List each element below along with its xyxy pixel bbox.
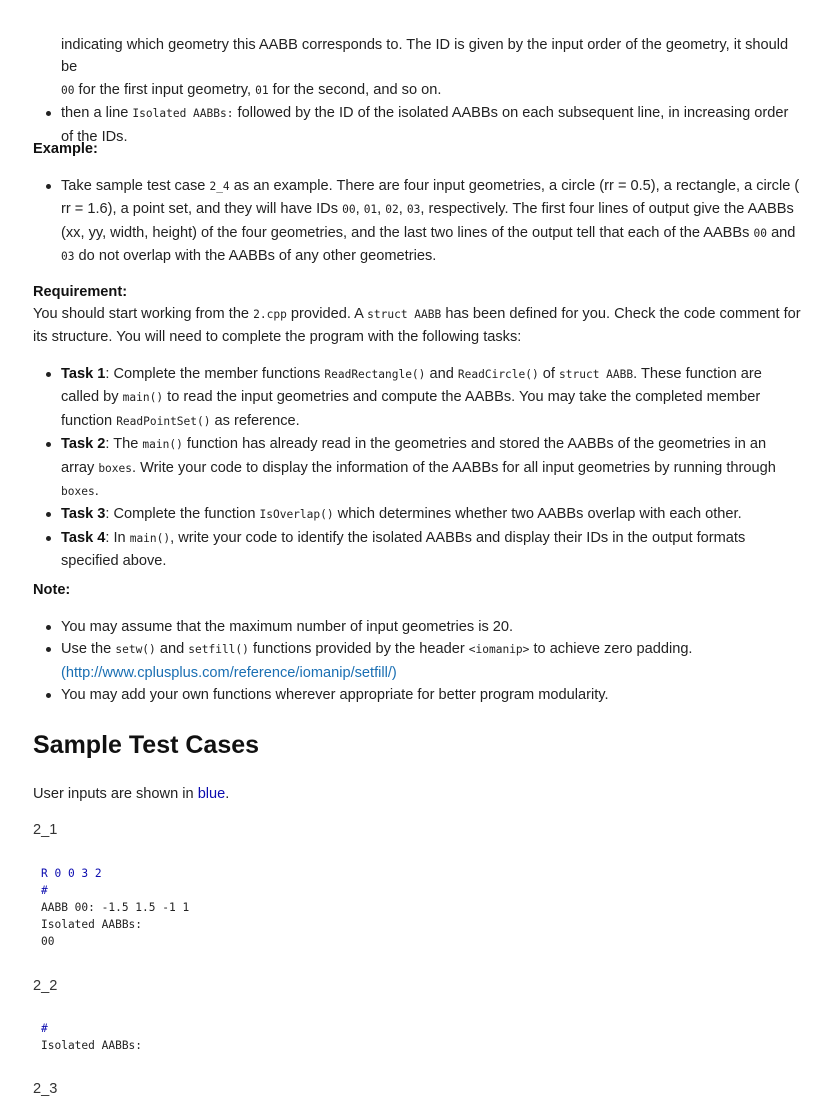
note-item-1 <box>0 616 822 638</box>
setfill-reference-link[interactable]: (http://www.cplusplus.com/reference/iomanip/setfill/) <box>61 664 397 681</box>
task-text: : The <box>105 436 139 453</box>
separator: , <box>398 201 403 218</box>
task-2-item <box>0 433 822 503</box>
note-text: Use the <box>61 641 112 658</box>
task-1-item <box>0 363 822 433</box>
task-text: as reference. <box>214 412 300 429</box>
code-id: 03 <box>61 250 75 264</box>
example-text: , respectively. The first four lines of output give the AABBs (xx, yy, width, height) of the four geometries, and the last two lines of the output tell that each of the AABBs <box>61 201 794 241</box>
code-main: main() <box>129 531 171 545</box>
task-text: . <box>94 483 99 500</box>
example-list <box>0 175 822 269</box>
note-text: and <box>159 641 185 658</box>
note-item-3 <box>0 684 822 706</box>
example-item <box>0 175 822 269</box>
code-isoverlap: IsOverlap() <box>259 508 334 522</box>
req-text: provided. A <box>290 306 364 322</box>
task-4-label: Task 4 <box>61 529 106 546</box>
task-text: and <box>429 366 454 382</box>
note-item-2 <box>0 638 822 684</box>
sample-test-cases-heading: Sample Test Cases <box>33 731 260 759</box>
note-list <box>0 616 822 707</box>
task-text: : Complete the member functions <box>105 366 321 382</box>
intro-text-mid: for the first input geometry, <box>78 81 252 98</box>
case-2-1-console <box>41 865 189 950</box>
note-text: You may add your own functions wherever appropriate for better program modularity. <box>61 687 609 704</box>
code-isolated-aabbs: Isolated AABBs: <box>132 107 234 121</box>
samples-intro <box>33 783 803 805</box>
code-id: 02 <box>385 203 399 217</box>
example-heading: Example: <box>33 141 98 157</box>
list-item-isolated-line <box>0 102 822 148</box>
case-2-2-console <box>41 1020 142 1054</box>
task-list <box>0 363 822 573</box>
intro-text: indicating which geometry this AABB corresponds to. The ID is given by the input order of the geometry, it should be <box>61 37 789 76</box>
code-boxes: boxes <box>98 461 132 475</box>
task-text: function has already read in the geometries and stored the AABBs of the geometries in an array <box>61 436 767 476</box>
example-text: do not overlap with the AABBs of any other geometries. <box>78 248 437 265</box>
samples-intro-period: . <box>225 786 230 802</box>
intro-text-end: for the second, and so on. <box>272 81 442 98</box>
task-text: which determines whether two AABBs overlap with each other. <box>337 506 742 523</box>
code-iomanip: <iomanip> <box>468 643 530 657</box>
task-text: : In <box>105 529 126 546</box>
code-main: main() <box>142 438 183 452</box>
req-text: You should start working from the <box>33 306 250 322</box>
code-id: 00 <box>753 226 767 240</box>
code-2cpp: 2.cpp <box>253 308 287 321</box>
output-line: AABB 00: -1.5 1.5 -1 1 <box>41 901 190 914</box>
code-setw: setw() <box>115 643 156 657</box>
task-text: . Write your code to display the information of the AABBs for all input geometries by running through <box>132 459 776 476</box>
example-text: as an example. There are four input geometries, a circle (rr = 0.5), a rectangle, a circle ( rr = 1.6), a point set, and they will have IDs <box>61 178 800 218</box>
requirement-heading: Requirement: <box>33 284 128 300</box>
task-text: : Complete the function <box>105 506 256 523</box>
code-id: 03 <box>406 203 421 217</box>
case-2-3-label: 2_3 <box>33 1081 58 1097</box>
case-2-1-label: 2_1 <box>33 822 58 838</box>
code-id: 01 <box>363 203 378 217</box>
code-2-4: 2_4 <box>209 180 230 193</box>
code-struct-aabb: struct AABB <box>559 368 634 381</box>
req-text: has been defined for you. Check the code comment for its structure. You will need to complete the program with the following tasks: <box>33 306 801 346</box>
separator: , <box>377 201 382 218</box>
output-format-list <box>0 34 822 148</box>
code-readcircle: ReadCircle() <box>457 368 539 381</box>
note-text: You may assume that the maximum number of input geometries is 20. <box>61 619 514 635</box>
samples-intro-text: User inputs are shown in <box>33 786 194 802</box>
case-2-2-label: 2_2 <box>33 978 58 994</box>
user-input-line: # <box>41 1022 48 1035</box>
code-struct-aabb: struct AABB <box>367 308 442 321</box>
requirement-paragraph <box>33 303 803 349</box>
code-boxes: boxes <box>61 485 95 499</box>
output-line: Isolated AABBs: <box>41 1039 143 1052</box>
output-line: Isolated AABBs: <box>41 918 143 931</box>
code-readpointset: ReadPointSet() <box>116 414 211 428</box>
task-4-item <box>0 527 822 573</box>
code-setfill: setfill() <box>188 643 249 657</box>
example-text: and <box>771 224 796 241</box>
output-line: 00 <box>41 935 55 948</box>
task-1-label: Task 1 <box>61 366 106 382</box>
code-readrectangle: ReadRectangle() <box>324 368 426 381</box>
separator: , <box>355 201 360 218</box>
user-input-line: R 0 0 3 2 <box>41 867 102 880</box>
task-text: of <box>542 366 555 382</box>
list-item-continuation <box>0 34 822 102</box>
task-text: . These function are called by <box>61 366 762 406</box>
note-heading: Note: <box>33 582 71 598</box>
task-text: to read the input geometries and compute the AABBs. You may take the completed member function <box>61 389 761 429</box>
blue-word: blue <box>197 786 226 802</box>
note-text: to achieve zero padding. <box>533 641 693 658</box>
code-01: 01 <box>255 83 269 97</box>
task-3-item <box>0 503 822 526</box>
task-text: , write your code to identify the isolated AABBs and display their IDs in the output formats specified above. <box>61 529 746 570</box>
user-input-line: # <box>41 884 48 897</box>
isolated-text-post: followed by the ID of the isolated AABBs on each subsequent line, in increasing order of the IDs. <box>61 105 789 145</box>
isolated-text-pre: then a line <box>61 105 129 122</box>
code-main: main() <box>122 391 164 405</box>
code-00: 00 <box>61 83 75 97</box>
example-text: Take sample test case <box>61 178 206 194</box>
note-text: functions provided by the header <box>252 641 465 658</box>
code-id: 00 <box>342 203 356 217</box>
task-3-label: Task 3 <box>61 506 106 523</box>
task-2-label: Task 2 <box>61 436 106 453</box>
